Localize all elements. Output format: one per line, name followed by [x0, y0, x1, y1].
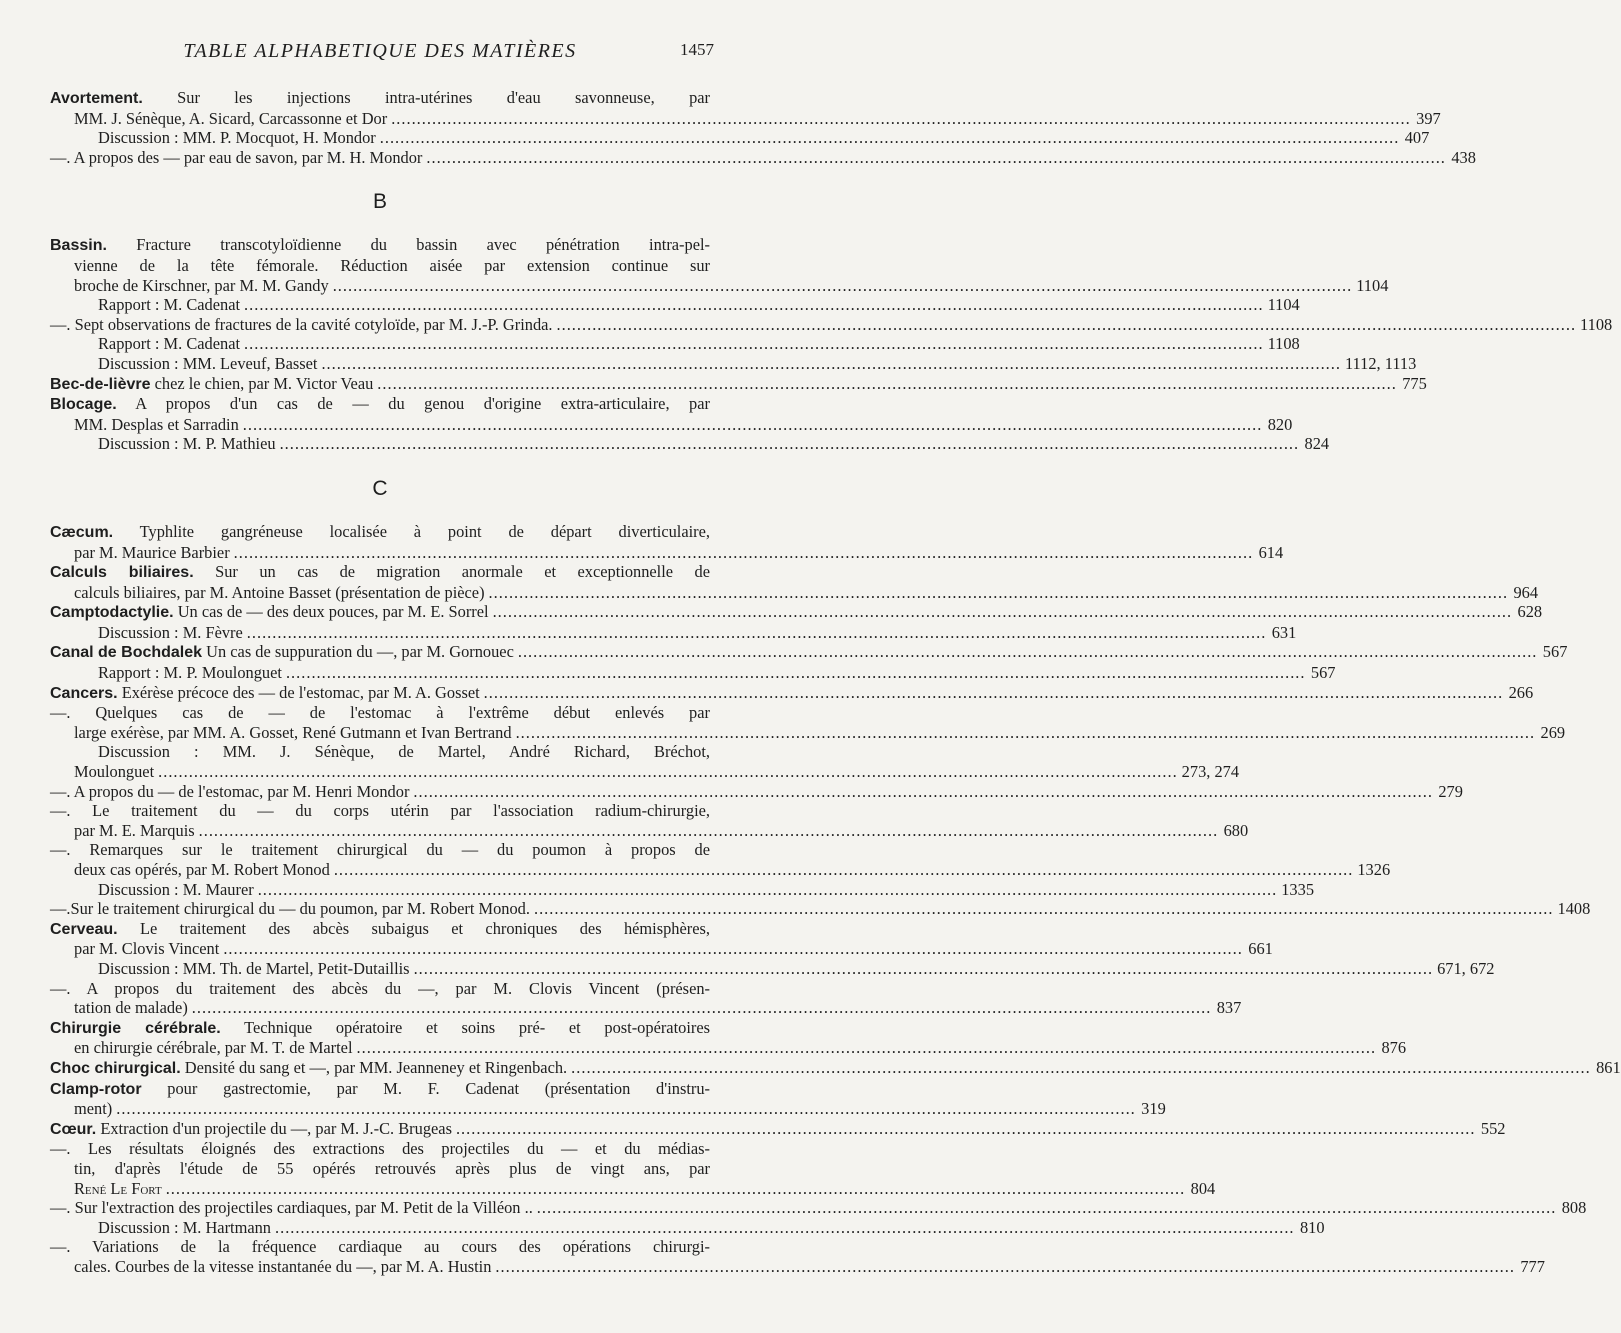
entry-line: [50, 275, 1389, 296]
entry-line: [50, 256, 710, 276]
entry-line: [50, 722, 1566, 743]
entry-keyword: Cerveau.: [50, 920, 118, 938]
entry-text: par M. E. Marquis: [74, 820, 195, 840]
page-ref: 1335: [1281, 879, 1315, 899]
entry-canal-de-bochdalek: [50, 642, 1568, 683]
leader-dots: [275, 1218, 1295, 1238]
entry-line: [50, 919, 710, 940]
entry-line: [50, 1198, 1587, 1218]
entry-line: [50, 1079, 710, 1100]
leader-dots: [158, 762, 1178, 782]
section-letter-c: C: [372, 476, 388, 500]
page-ref: 671, 672: [1437, 958, 1495, 978]
entry-text: Technique opératoire et soins pré- et post-opératoires: [220, 1017, 710, 1037]
entry-line: [50, 762, 1240, 782]
entry-text: tation de malade): [74, 998, 188, 1018]
entry-text: ment): [74, 1099, 113, 1119]
running-header: [50, 40, 714, 68]
entry-text: Fracture transcotyloïdienne du bassin avec pénétration intra-pel-: [106, 235, 710, 255]
entry-line: [50, 314, 1613, 335]
entry-line: [50, 899, 1591, 919]
section-letter-b: B: [372, 190, 387, 214]
entry-text: MM. J. Sénèque, A. Sicard, Carcassonne et Dor: [74, 108, 388, 128]
entry-line: [50, 1018, 710, 1039]
leader-dots: [380, 128, 1400, 148]
page-ref: 824: [1304, 434, 1330, 454]
entry-blocage: [50, 394, 1330, 454]
page-ref: 876: [1381, 1038, 1407, 1058]
entry-text: Rapport : M. P. Moulonguet: [98, 663, 282, 683]
leader-dots: [414, 959, 1434, 979]
entry-line: [50, 1038, 1407, 1058]
index-page: [50, 40, 1621, 1276]
entry-line: [50, 642, 1568, 663]
page-ref: 319: [1141, 1099, 1166, 1119]
entry-line: [50, 1057, 1621, 1079]
entry-text: —. A propos des — par eau de savon, par M. H. Mondor: [50, 147, 423, 167]
page-ref: 266: [1508, 682, 1534, 702]
entry-text: —. A propos du traitement des abcès du —, par M. Clovis Vincent (présen-: [50, 978, 710, 998]
entry-camptodactylie: [50, 602, 1543, 642]
entry-text: Le traitement des abcès subaigus et chroniques des hémisphères,: [117, 918, 710, 938]
entry-keyword: Canal de Bochdalek: [50, 644, 203, 662]
entry-keyword: Blocage.: [50, 396, 117, 414]
entry-bassin: [50, 235, 1613, 373]
entry-text: Extraction d'un projectile du —, par M. J.-C. Brugeas: [96, 1118, 452, 1138]
page-ref: 680: [1223, 820, 1249, 840]
entry-text: René Le Fort: [74, 1178, 162, 1198]
entry-line: [50, 295, 1300, 315]
entry-choc-chirurgical: [50, 1057, 1621, 1079]
page-ref: 661: [1248, 939, 1273, 959]
entry-line: [50, 582, 1539, 603]
page-ref: 631: [1271, 622, 1297, 642]
entry-line: [50, 128, 1430, 148]
leader-dots: [280, 434, 1300, 454]
leader-dots: [557, 315, 1577, 335]
entry-line: [50, 1178, 1216, 1199]
entry-text: Discussion : M. P. Mathieu: [98, 434, 276, 454]
entry-line: [50, 939, 1273, 959]
entry-line: [50, 742, 710, 762]
leader-dots: [321, 354, 1341, 374]
entry-text: Discussion : M. Hartmann: [98, 1217, 271, 1237]
entry-line: [50, 522, 710, 543]
leader-dots: [333, 276, 1353, 296]
page-ref: 614: [1258, 542, 1284, 562]
entry-line: [50, 602, 1543, 623]
entry-keyword: Avortement.: [50, 90, 143, 107]
entry-text: Moulonguet: [74, 762, 155, 782]
entry-text: MM. Desplas et Sarradin: [74, 414, 239, 434]
leader-dots: [247, 623, 1267, 643]
page-ref: 808: [1561, 1198, 1587, 1218]
entry-text: deux cas opérés, par M. Robert Monod: [74, 860, 330, 879]
entry-line: [50, 860, 1391, 880]
entry-line: [50, 998, 1242, 1018]
entry-text: Discussion : MM. Leveuf, Basset: [98, 353, 318, 373]
leader-dots: [223, 939, 1243, 959]
entry-text: —. Quelques cas de — de l'estomac à l'extrême début enlevés par: [50, 703, 710, 723]
leader-dots: [116, 1099, 1136, 1119]
entry-line: [50, 682, 1534, 704]
entry-text: Rapport : M. Cadenat: [98, 334, 241, 354]
leader-dots: [357, 1038, 1377, 1058]
entry-line: [50, 840, 710, 860]
leader-dots: [534, 899, 1554, 919]
entry-text: Typhlite gangréneuse localisée à point de départ diverticulaire,: [113, 521, 710, 541]
entry-text: —. A propos du — de l'estomac, par M. Henri Mondor: [50, 781, 410, 801]
entry-text: par M. Clovis Vincent: [74, 939, 220, 959]
page-ref: 628: [1517, 602, 1543, 622]
entry-keyword: Bec-de-lièvre: [50, 375, 151, 393]
entry-line: [50, 353, 1417, 374]
entry-keyword: Cœur.: [50, 1120, 97, 1138]
page-number: 1457: [680, 40, 714, 59]
entry-line: [50, 147, 1476, 168]
page-ref: 1104: [1267, 295, 1300, 315]
entry-text: Un cas de suppuration du —, par M. Gornouec: [202, 642, 514, 662]
entry-line: [50, 622, 1297, 643]
entry-line: [50, 663, 1336, 683]
entry-keyword: Cancers.: [50, 684, 118, 702]
page-ref: 273, 274: [1181, 762, 1240, 782]
page-ref: 1408: [1557, 899, 1591, 919]
entry-text: Discussion : M. Maurer: [98, 879, 254, 899]
entry-text: A propos d'un cas de — du genou d'origine extra-articulaire, par: [116, 394, 710, 414]
index-body: [50, 88, 1621, 1276]
entry-line: [50, 1217, 1325, 1238]
leader-dots: [377, 374, 1397, 394]
page-ref: 438: [1451, 147, 1476, 167]
entry-line: [50, 373, 1427, 395]
page-ref: 820: [1267, 414, 1293, 434]
entry-line: [50, 542, 1284, 563]
page-ref: 775: [1402, 373, 1427, 393]
leader-dots: [234, 543, 1254, 563]
leader-dots: [456, 1119, 1476, 1139]
entry-text: Rapport : M. Cadenat: [98, 295, 241, 315]
entry-line: [50, 434, 1330, 454]
page-ref: 964: [1513, 582, 1539, 602]
leader-dots: [258, 880, 1278, 900]
leader-dots: [334, 860, 1354, 880]
page-ref: 1112, 1113: [1344, 353, 1417, 373]
entry-keyword: Clamp-rotor: [50, 1080, 142, 1098]
entry-line: [50, 1256, 1545, 1277]
entry-text: Un cas de — des deux pouces, par M. E. Sorrel: [173, 602, 489, 622]
entry-text: Discussion : MM. P. Mocquot, H. Mondor: [98, 128, 376, 148]
entry-text: —. Sur l'extraction des projectiles cardiaques, par M. Petit de la Villéon ..: [50, 1198, 533, 1218]
leader-dots: [426, 148, 1446, 168]
page-title: TABLE ALPHABETIQUE DES MATIÈRES: [183, 40, 577, 62]
entry-keyword: Chirurgie cérébrale.: [50, 1019, 221, 1037]
entry-line: [50, 703, 710, 723]
page-ref: 567: [1542, 642, 1568, 662]
entry-line: [50, 1099, 1166, 1119]
page-ref: 837: [1216, 998, 1242, 1018]
entry-text: chez le chien, par M. Victor Veau: [150, 373, 374, 393]
entry-text: tin, d'après l'étude de 55 opérés retrouvés après plus de vingt ans, par: [74, 1158, 710, 1178]
entry-line: [50, 88, 710, 109]
leader-dots: [413, 782, 1433, 802]
entry-chirurgie-cerebrale: [50, 1017, 1407, 1058]
entry-text: —. Remarques sur le traitement chirurgical du — du poumon à propos de: [50, 840, 710, 860]
entry-text: —. Variations de la fréquence cardiaque au cours des opérations chirurgi-: [50, 1237, 710, 1257]
entry-line: [50, 562, 710, 583]
entry-text: par M. Maurice Barbier: [74, 542, 230, 562]
entry-keyword: Choc chirurgical.: [50, 1059, 181, 1077]
entry-coeur: [50, 1118, 1587, 1277]
entry-text: Discussion : M. Fèvre: [98, 622, 243, 642]
entry-text: Exérèse précoce des — de l'estomac, par M. A. Gosset: [117, 682, 480, 702]
page-ref: 804: [1190, 1178, 1216, 1198]
entry-text: —.Sur le traitement chirurgical du — du poumon, par M. Robert Monod.: [50, 899, 530, 919]
leader-dots: [244, 334, 1264, 354]
entry-line: [50, 334, 1300, 354]
entry-text: Densité du sang et —, par MM. Jeanneney et Ringenbach.: [180, 1057, 568, 1077]
entry-keyword: Camptodactylie.: [50, 604, 174, 622]
leader-dots: [166, 1179, 1186, 1199]
entry-line: [50, 1159, 710, 1179]
page-ref: 279: [1438, 781, 1463, 801]
entry-cerveau: [50, 918, 1495, 1018]
leader-dots: [391, 109, 1411, 129]
leader-dots: [244, 295, 1264, 315]
entry-keyword: Bassin.: [50, 237, 107, 255]
entry-keyword: Cæcum.: [50, 523, 114, 541]
entry-clamp-rotor: [50, 1078, 1166, 1119]
entry-line: [50, 1139, 710, 1159]
entry-text: —. Le traitement du — du corps utérin par l'association radium-chirurgie,: [50, 801, 710, 821]
entry-caecum: [50, 521, 1284, 562]
entry-line: [50, 414, 1293, 435]
leader-dots: [489, 583, 1509, 603]
entry-line: [50, 108, 1441, 129]
entry-line: [50, 979, 710, 999]
leader-dots: [493, 602, 1513, 622]
entry-text: —. Les résultats éloignés des extractions des projectiles du — et du médias-: [50, 1139, 710, 1159]
page-ref: 861: [1596, 1057, 1621, 1077]
entry-text: Discussion : MM. Th. de Martel, Petit-Dutaillis: [98, 958, 410, 978]
entry-calculs-biliaires: [50, 562, 1539, 602]
entry-text: vienne de la tête fémorale. Réduction aisée par extension continue sur: [74, 255, 710, 275]
entry-line: [50, 1237, 710, 1257]
page-ref: 407: [1404, 128, 1430, 148]
entry-text: Discussion : MM. J. Sénèque, de Martel, André Richard, Bréchot,: [98, 742, 710, 762]
entry-cancers: [50, 682, 1591, 919]
page-ref: 397: [1416, 108, 1441, 128]
leader-dots: [537, 1198, 1557, 1218]
entry-line: [50, 801, 710, 821]
entry-text: —. Sept observations de fractures de la cavité cotyloïde, par M. J.-P. Grinda.: [50, 314, 553, 334]
entry-avortement: [50, 88, 1476, 167]
entry-line: [50, 958, 1495, 979]
page-ref: 552: [1480, 1118, 1506, 1138]
page-ref: 810: [1299, 1217, 1325, 1237]
leader-dots: [286, 663, 1306, 683]
entry-text: pour gastrectomie, par M. F. Cadenat (présentation d'instru-: [141, 1078, 710, 1098]
leader-dots: [518, 642, 1538, 662]
page-ref: 1108: [1267, 334, 1300, 354]
entry-text: Sur les injections intra-utérines d'eau savonneuse, par: [142, 88, 710, 107]
leader-dots: [484, 683, 1504, 703]
page-ref: 777: [1520, 1256, 1545, 1276]
page-ref: 1108: [1580, 314, 1613, 334]
entry-line: [50, 394, 710, 415]
entry-line: [50, 235, 710, 256]
leader-dots: [516, 723, 1536, 743]
entry-text: large exérèse, par MM. A. Gosset, René Gutmann et Ivan Bertrand: [74, 722, 512, 742]
entry-text: calculs biliaires, par M. Antoine Basset (présentation de pièce): [74, 582, 485, 602]
page-ref: 269: [1540, 722, 1566, 742]
entry-line: [50, 879, 1315, 900]
entry-text: Sur un cas de migration anormale et exceptionnelle de: [193, 562, 710, 582]
leader-dots: [199, 821, 1219, 841]
page-ref: 567: [1310, 663, 1336, 683]
leader-dots: [495, 1257, 1515, 1277]
entry-line: [50, 1118, 1506, 1140]
page-ref: 1326: [1357, 860, 1391, 879]
entry-line: [50, 820, 1249, 841]
entry-bec-de-lievre: [50, 373, 1427, 395]
page-ref: 1104: [1356, 275, 1389, 295]
leader-dots: [571, 1058, 1591, 1078]
entry-text: en chirurgie cérébrale, par M. T. de Martel: [74, 1038, 353, 1058]
leader-dots: [243, 415, 1263, 435]
entry-keyword: Calculs biliaires.: [50, 564, 194, 582]
leader-dots: [192, 998, 1212, 1018]
entry-text: cales. Courbes de la vitesse instantanée du —, par M. A. Hustin: [74, 1256, 492, 1276]
entry-line: [50, 781, 1463, 802]
entry-text: broche de Kirschner, par M. M. Gandy: [74, 275, 329, 295]
